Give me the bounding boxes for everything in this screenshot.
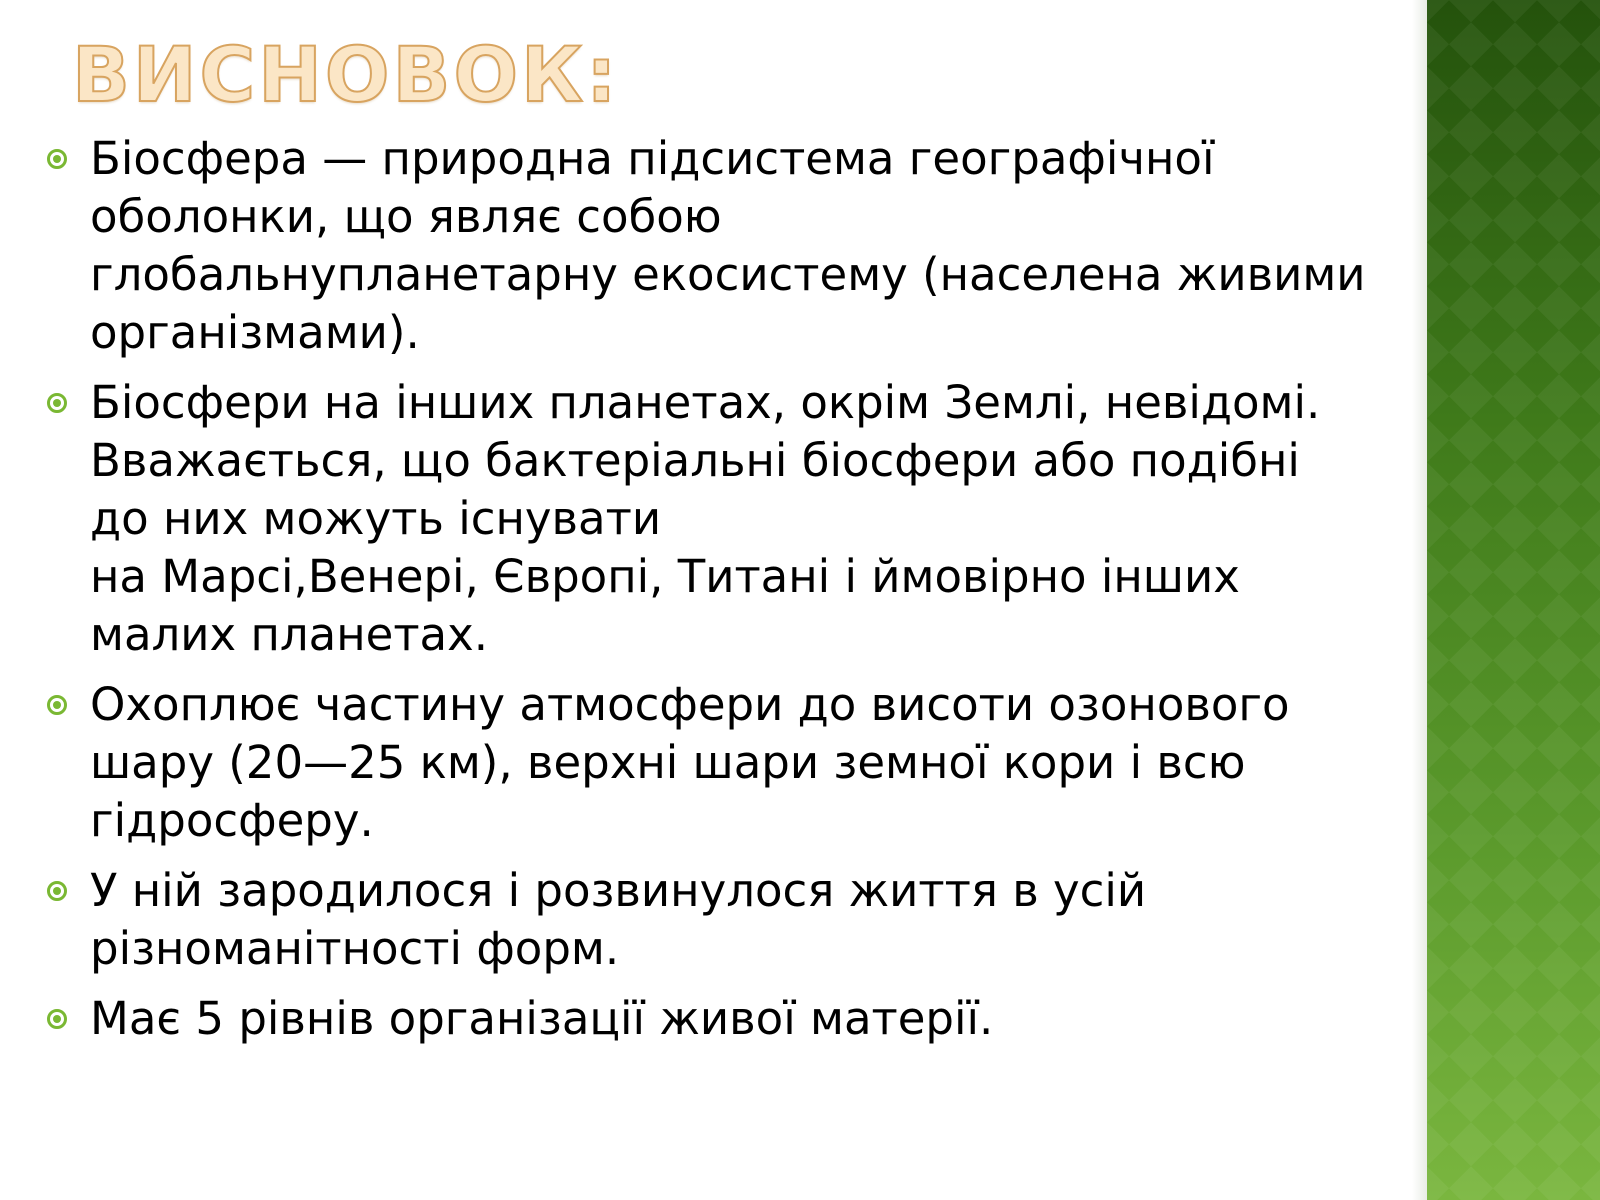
side-band-shadow — [1412, 0, 1428, 1200]
circle-bullet-icon — [47, 393, 67, 413]
bullet-list — [40, 130, 1410, 1060]
bullet-line: до них можуть існувати — [90, 492, 662, 545]
bullet-line: У ній зародилося і розвинулося життя в усій — [90, 864, 1147, 917]
bullet-line: глобальнупланетарну екосистему (населена живими — [90, 248, 1366, 301]
bullet-item — [40, 130, 1410, 362]
bullet-line: Біосфери на інших планетах, окрім Землі, невідомі. — [90, 376, 1321, 429]
circle-bullet-icon — [47, 881, 67, 901]
bullet-line: Вважається, що бактеріальні біосфери або подібні — [90, 434, 1300, 487]
bullet-item — [40, 374, 1410, 664]
bullet-item — [40, 862, 1410, 978]
bullet-item — [40, 676, 1410, 850]
bullet-line: малих планетах. — [90, 608, 489, 661]
decorative-side-band — [1427, 0, 1600, 1200]
circle-bullet-icon — [47, 149, 67, 169]
bullet-line: Охоплює частину атмосфери до висоти озонового — [90, 678, 1290, 731]
bullet-line: організмами). — [90, 306, 420, 359]
circle-bullet-icon — [47, 695, 67, 715]
slide-title: ВИСНОВОК: — [72, 30, 620, 119]
bullet-line: на Марсі,Венері, Європі, Титані і ймовірно інших — [90, 550, 1240, 603]
bullet-line: гідросферу. — [90, 794, 374, 847]
bullet-line: різноманітності форм. — [90, 922, 620, 975]
bullet-item — [40, 990, 1410, 1048]
bullet-line: Має 5 рівнів організації живої матерії. — [90, 992, 994, 1045]
bullet-line: оболонки, що являє собою — [90, 190, 722, 243]
bullet-line: шару (20—25 км), верхні шари земної кори і всю — [90, 736, 1246, 789]
bullet-line: Біосфера — природна підсистема географічної — [90, 132, 1215, 185]
circle-bullet-icon — [47, 1009, 67, 1029]
